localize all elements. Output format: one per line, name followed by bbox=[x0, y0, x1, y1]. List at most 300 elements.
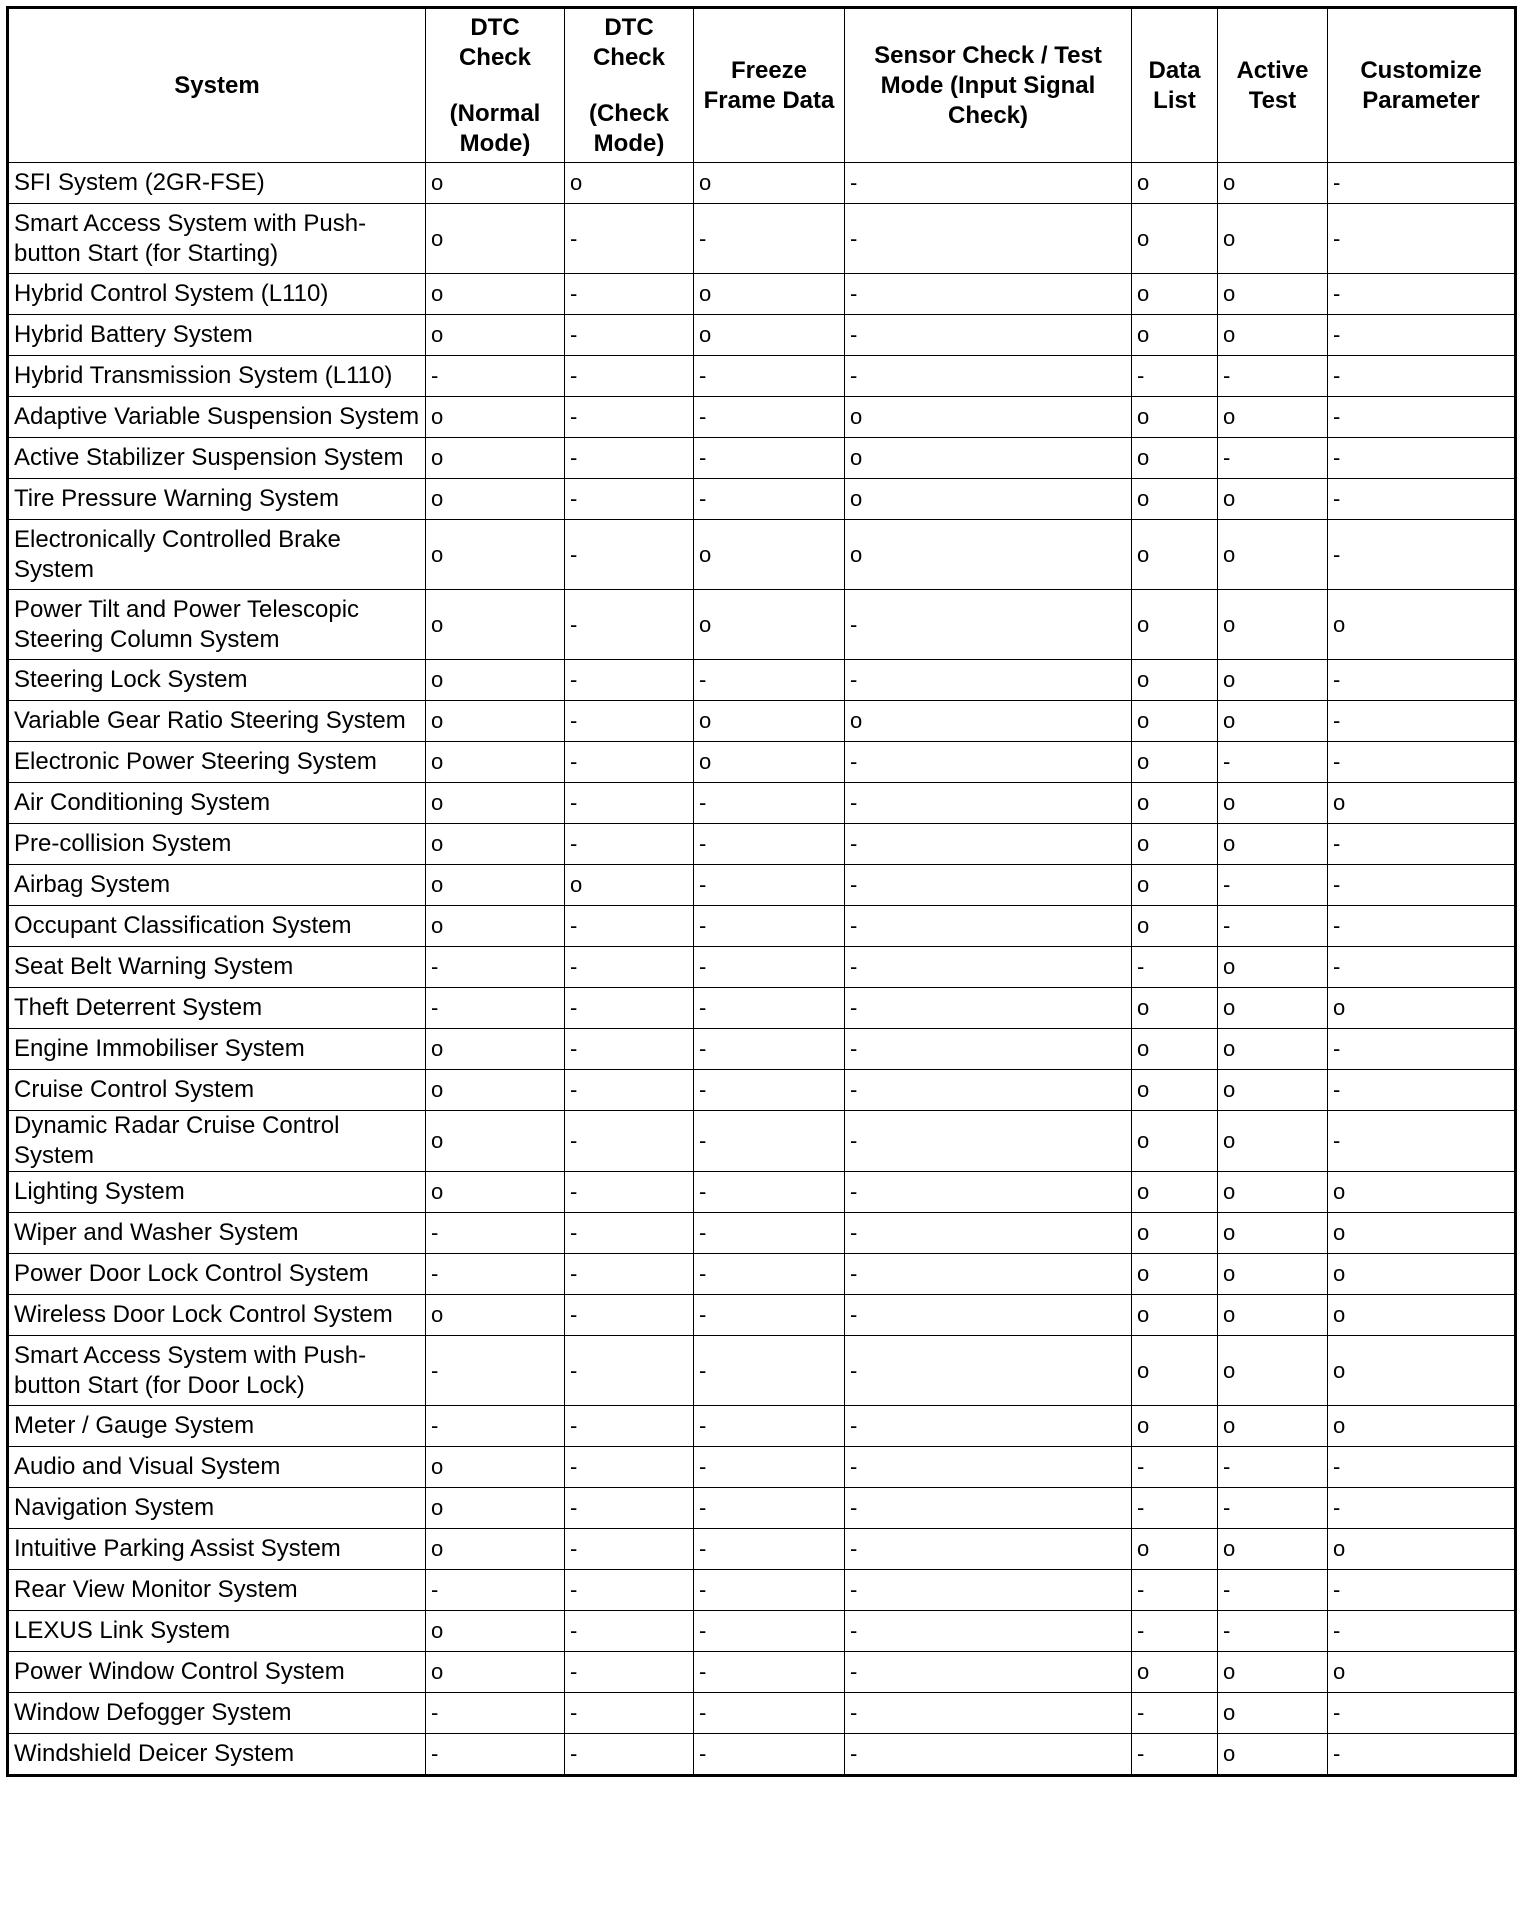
supported-mark-cell: o bbox=[1132, 660, 1218, 701]
header-line: Mode (Input Signal bbox=[880, 71, 1096, 99]
not-supported-mark-cell: - bbox=[565, 1213, 694, 1254]
not-supported-mark-cell: - bbox=[694, 824, 845, 865]
table-row bbox=[8, 1172, 1516, 1213]
header-line: (Check bbox=[588, 99, 670, 127]
supported-mark-cell: o bbox=[426, 1029, 565, 1070]
not-supported-mark-cell: - bbox=[845, 1172, 1132, 1213]
table-row bbox=[8, 520, 1516, 590]
header-line: Data bbox=[1148, 56, 1201, 84]
header-data-list bbox=[1132, 8, 1218, 163]
supported-mark-cell: o bbox=[426, 865, 565, 906]
supported-mark-cell: o bbox=[426, 1529, 565, 1570]
not-supported-mark-cell: - bbox=[1218, 438, 1328, 479]
supported-mark-cell: o bbox=[1218, 163, 1328, 204]
supported-mark-cell: o bbox=[845, 397, 1132, 438]
table-row bbox=[8, 1295, 1516, 1336]
system-name-cell: Electronic Power Steering System bbox=[8, 742, 426, 783]
table-row bbox=[8, 1488, 1516, 1529]
supported-mark-cell: o bbox=[1328, 1406, 1516, 1447]
table-row bbox=[8, 783, 1516, 824]
not-supported-mark-cell: - bbox=[565, 1570, 694, 1611]
not-supported-mark-cell: - bbox=[845, 163, 1132, 204]
not-supported-mark-cell: - bbox=[694, 1070, 845, 1111]
not-supported-mark-cell: - bbox=[1328, 1488, 1516, 1529]
header-line: System bbox=[174, 71, 260, 99]
supported-mark-cell: o bbox=[694, 274, 845, 315]
not-supported-mark-cell: - bbox=[565, 1611, 694, 1652]
not-supported-mark-cell: - bbox=[1328, 274, 1516, 315]
table-row bbox=[8, 397, 1516, 438]
table-row bbox=[8, 590, 1516, 660]
supported-mark-cell: o bbox=[1132, 1213, 1218, 1254]
system-name-cell: Window Defogger System bbox=[8, 1693, 426, 1734]
system-name-cell: Airbag System bbox=[8, 865, 426, 906]
not-supported-mark-cell: - bbox=[426, 1406, 565, 1447]
not-supported-mark-cell: - bbox=[1328, 479, 1516, 520]
not-supported-mark-cell: - bbox=[426, 1336, 565, 1406]
not-supported-mark-cell: - bbox=[845, 947, 1132, 988]
supported-mark-cell: o bbox=[694, 163, 845, 204]
not-supported-mark-cell: - bbox=[565, 1254, 694, 1295]
supported-mark-cell: o bbox=[1132, 590, 1218, 660]
table-row bbox=[8, 824, 1516, 865]
supported-mark-cell: o bbox=[426, 315, 565, 356]
table-row bbox=[8, 1336, 1516, 1406]
header-line: Check bbox=[458, 43, 532, 71]
system-name-cell: Pre-collision System bbox=[8, 824, 426, 865]
supported-mark-cell: o bbox=[1132, 204, 1218, 274]
system-name-cell: Theft Deterrent System bbox=[8, 988, 426, 1029]
system-name-cell: Windshield Deicer System bbox=[8, 1734, 426, 1776]
supported-mark-cell: o bbox=[694, 590, 845, 660]
supported-mark-cell: o bbox=[426, 660, 565, 701]
not-supported-mark-cell: - bbox=[1132, 947, 1218, 988]
not-supported-mark-cell: - bbox=[1328, 1111, 1516, 1172]
not-supported-mark-cell: - bbox=[845, 1570, 1132, 1611]
system-name-cell: Power Window Control System bbox=[8, 1652, 426, 1693]
supported-mark-cell: o bbox=[1218, 315, 1328, 356]
system-name-cell: Hybrid Transmission System (L110) bbox=[8, 356, 426, 397]
not-supported-mark-cell: - bbox=[565, 356, 694, 397]
system-name-cell: SFI System (2GR-FSE) bbox=[8, 163, 426, 204]
supported-mark-cell: o bbox=[1218, 1529, 1328, 1570]
not-supported-mark-cell: - bbox=[1328, 204, 1516, 274]
table-row bbox=[8, 356, 1516, 397]
supported-mark-cell: o bbox=[1132, 479, 1218, 520]
not-supported-mark-cell: - bbox=[845, 660, 1132, 701]
supported-mark-cell: o bbox=[1328, 783, 1516, 824]
not-supported-mark-cell: - bbox=[845, 1447, 1132, 1488]
table-row bbox=[8, 1611, 1516, 1652]
supported-mark-cell: o bbox=[1218, 824, 1328, 865]
supported-mark-cell: o bbox=[1218, 397, 1328, 438]
not-supported-mark-cell: - bbox=[694, 204, 845, 274]
table-row bbox=[8, 906, 1516, 947]
supported-mark-cell: o bbox=[426, 906, 565, 947]
not-supported-mark-cell: - bbox=[694, 356, 845, 397]
not-supported-mark-cell: - bbox=[845, 1336, 1132, 1406]
table-row bbox=[8, 438, 1516, 479]
header-line: DTC bbox=[470, 13, 520, 41]
not-supported-mark-cell: - bbox=[565, 1488, 694, 1529]
not-supported-mark-cell: - bbox=[565, 1172, 694, 1213]
not-supported-mark-cell: - bbox=[845, 1611, 1132, 1652]
supported-mark-cell: o bbox=[1132, 163, 1218, 204]
header-freeze-frame bbox=[694, 8, 845, 163]
system-name-cell: Intuitive Parking Assist System bbox=[8, 1529, 426, 1570]
table-row bbox=[8, 1406, 1516, 1447]
not-supported-mark-cell: - bbox=[1328, 315, 1516, 356]
header-line: DTC bbox=[604, 13, 654, 41]
system-name-cell: Steering Lock System bbox=[8, 660, 426, 701]
not-supported-mark-cell: - bbox=[1328, 1029, 1516, 1070]
not-supported-mark-cell: - bbox=[1218, 356, 1328, 397]
supported-mark-cell: o bbox=[1328, 1529, 1516, 1570]
not-supported-mark-cell: - bbox=[1218, 1488, 1328, 1529]
table-body bbox=[8, 163, 1516, 1776]
not-supported-mark-cell: - bbox=[565, 660, 694, 701]
supported-mark-cell: o bbox=[1132, 1111, 1218, 1172]
supported-mark-cell: o bbox=[1132, 1652, 1218, 1693]
table-row bbox=[8, 274, 1516, 315]
not-supported-mark-cell: - bbox=[1328, 742, 1516, 783]
supported-mark-cell: o bbox=[426, 1295, 565, 1336]
not-supported-mark-cell: - bbox=[1218, 742, 1328, 783]
supported-mark-cell: o bbox=[1132, 1029, 1218, 1070]
header-gap bbox=[431, 73, 559, 99]
supported-mark-cell: o bbox=[426, 1111, 565, 1172]
table-row bbox=[8, 660, 1516, 701]
header-customize-parameter bbox=[1328, 8, 1516, 163]
not-supported-mark-cell: - bbox=[845, 1111, 1132, 1172]
not-supported-mark-cell: - bbox=[694, 1693, 845, 1734]
header-line: Freeze bbox=[730, 56, 808, 84]
table-row bbox=[8, 1570, 1516, 1611]
not-supported-mark-cell: - bbox=[845, 988, 1132, 1029]
not-supported-mark-cell: - bbox=[845, 1070, 1132, 1111]
not-supported-mark-cell: - bbox=[565, 906, 694, 947]
table-row bbox=[8, 479, 1516, 520]
supported-mark-cell: o bbox=[1218, 988, 1328, 1029]
not-supported-mark-cell: - bbox=[426, 1254, 565, 1295]
not-supported-mark-cell: - bbox=[845, 783, 1132, 824]
header-system bbox=[8, 8, 426, 163]
table-row bbox=[8, 1652, 1516, 1693]
system-name-cell: Power Tilt and Power Telescopic Steering Column System bbox=[8, 590, 426, 660]
not-supported-mark-cell: - bbox=[1328, 660, 1516, 701]
not-supported-mark-cell: - bbox=[565, 988, 694, 1029]
table-row bbox=[8, 1734, 1516, 1776]
not-supported-mark-cell: - bbox=[426, 1213, 565, 1254]
header-line: Parameter bbox=[1362, 86, 1480, 114]
not-supported-mark-cell: - bbox=[426, 356, 565, 397]
supported-mark-cell: o bbox=[1218, 947, 1328, 988]
supported-mark-cell: o bbox=[1132, 742, 1218, 783]
supported-mark-cell: o bbox=[1328, 988, 1516, 1029]
supported-mark-cell: o bbox=[1218, 660, 1328, 701]
system-name-cell: Hybrid Battery System bbox=[8, 315, 426, 356]
not-supported-mark-cell: - bbox=[565, 1529, 694, 1570]
table-row bbox=[8, 865, 1516, 906]
not-supported-mark-cell: - bbox=[1328, 1611, 1516, 1652]
not-supported-mark-cell: - bbox=[694, 1734, 845, 1776]
not-supported-mark-cell: - bbox=[694, 906, 845, 947]
not-supported-mark-cell: - bbox=[845, 1693, 1132, 1734]
supported-mark-cell: o bbox=[1218, 479, 1328, 520]
not-supported-mark-cell: - bbox=[694, 1254, 845, 1295]
not-supported-mark-cell: - bbox=[565, 479, 694, 520]
not-supported-mark-cell: - bbox=[694, 1652, 845, 1693]
not-supported-mark-cell: - bbox=[845, 824, 1132, 865]
supported-mark-cell: o bbox=[1132, 988, 1218, 1029]
supported-mark-cell: o bbox=[426, 274, 565, 315]
header-line: Check bbox=[592, 43, 666, 71]
not-supported-mark-cell: - bbox=[694, 865, 845, 906]
table-row bbox=[8, 742, 1516, 783]
supported-mark-cell: o bbox=[1218, 1693, 1328, 1734]
header-line: Active bbox=[1236, 56, 1309, 84]
header-line: Test bbox=[1248, 86, 1297, 114]
table-row bbox=[8, 1111, 1516, 1172]
not-supported-mark-cell: - bbox=[694, 1611, 845, 1652]
header-line: Check) bbox=[947, 101, 1029, 129]
system-name-cell: Occupant Classification System bbox=[8, 906, 426, 947]
supported-mark-cell: o bbox=[426, 1652, 565, 1693]
system-name-cell: Air Conditioning System bbox=[8, 783, 426, 824]
table-row bbox=[8, 1029, 1516, 1070]
not-supported-mark-cell: - bbox=[565, 824, 694, 865]
supported-mark-cell: o bbox=[1218, 1172, 1328, 1213]
supported-mark-cell: o bbox=[1218, 1336, 1328, 1406]
not-supported-mark-cell: - bbox=[1218, 906, 1328, 947]
system-name-cell: LEXUS Link System bbox=[8, 1611, 426, 1652]
system-name-cell: Cruise Control System bbox=[8, 1070, 426, 1111]
header-line: Mode) bbox=[459, 129, 531, 157]
not-supported-mark-cell: - bbox=[1328, 1447, 1516, 1488]
not-supported-mark-cell: - bbox=[1328, 701, 1516, 742]
supported-mark-cell: o bbox=[426, 1447, 565, 1488]
table-row bbox=[8, 701, 1516, 742]
not-supported-mark-cell: - bbox=[1132, 356, 1218, 397]
table-row bbox=[8, 1254, 1516, 1295]
header-dtc-normal bbox=[426, 8, 565, 163]
supported-mark-cell: o bbox=[1218, 783, 1328, 824]
supported-mark-cell: o bbox=[1132, 865, 1218, 906]
not-supported-mark-cell: - bbox=[565, 1111, 694, 1172]
not-supported-mark-cell: - bbox=[694, 1213, 845, 1254]
supported-mark-cell: o bbox=[1328, 1254, 1516, 1295]
supported-mark-cell: o bbox=[1218, 1295, 1328, 1336]
not-supported-mark-cell: - bbox=[694, 1488, 845, 1529]
system-name-cell: Adaptive Variable Suspension System bbox=[8, 397, 426, 438]
not-supported-mark-cell: - bbox=[1218, 1447, 1328, 1488]
system-name-cell: Tire Pressure Warning System bbox=[8, 479, 426, 520]
supported-mark-cell: o bbox=[1328, 1213, 1516, 1254]
system-name-cell: Rear View Monitor System bbox=[8, 1570, 426, 1611]
system-name-cell: Wireless Door Lock Control System bbox=[8, 1295, 426, 1336]
supported-mark-cell: o bbox=[1132, 906, 1218, 947]
supported-mark-cell: o bbox=[1328, 590, 1516, 660]
supported-mark-cell: o bbox=[1132, 1295, 1218, 1336]
not-supported-mark-cell: - bbox=[1132, 1570, 1218, 1611]
supported-mark-cell: o bbox=[1132, 438, 1218, 479]
supported-mark-cell: o bbox=[1328, 1336, 1516, 1406]
not-supported-mark-cell: - bbox=[565, 438, 694, 479]
system-function-table bbox=[6, 6, 1517, 1777]
supported-mark-cell: o bbox=[426, 1611, 565, 1652]
not-supported-mark-cell: - bbox=[565, 1693, 694, 1734]
header-active-test bbox=[1218, 8, 1328, 163]
not-supported-mark-cell: - bbox=[565, 520, 694, 590]
not-supported-mark-cell: - bbox=[845, 1529, 1132, 1570]
not-supported-mark-cell: - bbox=[694, 988, 845, 1029]
supported-mark-cell: o bbox=[1132, 1070, 1218, 1111]
supported-mark-cell: o bbox=[426, 1172, 565, 1213]
supported-mark-cell: o bbox=[1218, 701, 1328, 742]
not-supported-mark-cell: - bbox=[1328, 438, 1516, 479]
supported-mark-cell: o bbox=[845, 479, 1132, 520]
supported-mark-cell: o bbox=[1328, 1295, 1516, 1336]
supported-mark-cell: o bbox=[1132, 1406, 1218, 1447]
not-supported-mark-cell: - bbox=[565, 1336, 694, 1406]
header-line: Sensor Check / Test bbox=[874, 41, 1102, 69]
not-supported-mark-cell: - bbox=[565, 204, 694, 274]
supported-mark-cell: o bbox=[426, 163, 565, 204]
supported-mark-cell: o bbox=[1218, 1070, 1328, 1111]
table-row bbox=[8, 988, 1516, 1029]
not-supported-mark-cell: - bbox=[694, 1336, 845, 1406]
system-name-cell: Meter / Gauge System bbox=[8, 1406, 426, 1447]
not-supported-mark-cell: - bbox=[694, 397, 845, 438]
supported-mark-cell: o bbox=[426, 783, 565, 824]
not-supported-mark-cell: - bbox=[1328, 824, 1516, 865]
not-supported-mark-cell: - bbox=[426, 947, 565, 988]
not-supported-mark-cell: - bbox=[845, 1254, 1132, 1295]
not-supported-mark-cell: - bbox=[565, 274, 694, 315]
supported-mark-cell: o bbox=[1132, 783, 1218, 824]
not-supported-mark-cell: - bbox=[845, 1488, 1132, 1529]
header-gap bbox=[570, 73, 688, 99]
not-supported-mark-cell: - bbox=[565, 1029, 694, 1070]
supported-mark-cell: o bbox=[426, 824, 565, 865]
header-sensor-check bbox=[845, 8, 1132, 163]
system-name-cell: Active Stabilizer Suspension System bbox=[8, 438, 426, 479]
supported-mark-cell: o bbox=[1218, 1029, 1328, 1070]
not-supported-mark-cell: - bbox=[1132, 1488, 1218, 1529]
not-supported-mark-cell: - bbox=[565, 397, 694, 438]
not-supported-mark-cell: - bbox=[845, 1652, 1132, 1693]
table-row bbox=[8, 1070, 1516, 1111]
table-row bbox=[8, 1213, 1516, 1254]
not-supported-mark-cell: - bbox=[565, 742, 694, 783]
header-line: Frame Data bbox=[703, 86, 835, 114]
not-supported-mark-cell: - bbox=[1132, 1693, 1218, 1734]
table-row bbox=[8, 947, 1516, 988]
supported-mark-cell: o bbox=[426, 1488, 565, 1529]
supported-mark-cell: o bbox=[845, 520, 1132, 590]
not-supported-mark-cell: - bbox=[1132, 1734, 1218, 1776]
system-name-cell: Wiper and Washer System bbox=[8, 1213, 426, 1254]
supported-mark-cell: o bbox=[426, 520, 565, 590]
not-supported-mark-cell: - bbox=[426, 1693, 565, 1734]
not-supported-mark-cell: - bbox=[1132, 1447, 1218, 1488]
header-line: List bbox=[1153, 86, 1196, 114]
not-supported-mark-cell: - bbox=[845, 1213, 1132, 1254]
not-supported-mark-cell: - bbox=[565, 947, 694, 988]
not-supported-mark-cell: - bbox=[565, 1070, 694, 1111]
table-row bbox=[8, 163, 1516, 204]
system-name-cell: Engine Immobiliser System bbox=[8, 1029, 426, 1070]
not-supported-mark-cell: - bbox=[1132, 1611, 1218, 1652]
table-row bbox=[8, 1693, 1516, 1734]
not-supported-mark-cell: - bbox=[694, 1172, 845, 1213]
supported-mark-cell: o bbox=[694, 315, 845, 356]
table-row bbox=[8, 1529, 1516, 1570]
supported-mark-cell: o bbox=[1132, 1336, 1218, 1406]
not-supported-mark-cell: - bbox=[565, 590, 694, 660]
not-supported-mark-cell: - bbox=[1328, 1734, 1516, 1776]
not-supported-mark-cell: - bbox=[565, 1406, 694, 1447]
table-row bbox=[8, 204, 1516, 274]
not-supported-mark-cell: - bbox=[694, 1406, 845, 1447]
not-supported-mark-cell: - bbox=[694, 1111, 845, 1172]
supported-mark-cell: o bbox=[1218, 520, 1328, 590]
supported-mark-cell: o bbox=[1218, 590, 1328, 660]
not-supported-mark-cell: - bbox=[1328, 865, 1516, 906]
system-name-cell: Dynamic Radar Cruise Control System bbox=[8, 1111, 426, 1172]
not-supported-mark-cell: - bbox=[694, 438, 845, 479]
not-supported-mark-cell: - bbox=[426, 1570, 565, 1611]
not-supported-mark-cell: - bbox=[694, 660, 845, 701]
supported-mark-cell: o bbox=[426, 742, 565, 783]
supported-mark-cell: o bbox=[694, 701, 845, 742]
system-name-cell: Smart Access System with Push-button Start (for Door Lock) bbox=[8, 1336, 426, 1406]
supported-mark-cell: o bbox=[694, 742, 845, 783]
system-name-cell: Audio and Visual System bbox=[8, 1447, 426, 1488]
supported-mark-cell: o bbox=[1132, 274, 1218, 315]
not-supported-mark-cell: - bbox=[845, 1295, 1132, 1336]
not-supported-mark-cell: - bbox=[845, 204, 1132, 274]
not-supported-mark-cell: - bbox=[1218, 865, 1328, 906]
not-supported-mark-cell: - bbox=[1328, 163, 1516, 204]
not-supported-mark-cell: - bbox=[565, 315, 694, 356]
supported-mark-cell: o bbox=[845, 701, 1132, 742]
header-line: (Normal bbox=[449, 99, 541, 127]
not-supported-mark-cell: - bbox=[694, 1529, 845, 1570]
supported-mark-cell: o bbox=[1218, 1213, 1328, 1254]
not-supported-mark-cell: - bbox=[1328, 520, 1516, 590]
not-supported-mark-cell: - bbox=[1328, 1693, 1516, 1734]
header-row bbox=[8, 8, 1516, 163]
supported-mark-cell: o bbox=[426, 590, 565, 660]
supported-mark-cell: o bbox=[845, 438, 1132, 479]
system-name-cell: Power Door Lock Control System bbox=[8, 1254, 426, 1295]
supported-mark-cell: o bbox=[426, 479, 565, 520]
not-supported-mark-cell: - bbox=[1328, 397, 1516, 438]
not-supported-mark-cell: - bbox=[1218, 1611, 1328, 1652]
supported-mark-cell: o bbox=[1218, 1734, 1328, 1776]
not-supported-mark-cell: - bbox=[694, 1447, 845, 1488]
supported-mark-cell: o bbox=[1132, 1254, 1218, 1295]
table-header bbox=[8, 8, 1516, 163]
supported-mark-cell: o bbox=[694, 520, 845, 590]
supported-mark-cell: o bbox=[1132, 520, 1218, 590]
supported-mark-cell: o bbox=[565, 865, 694, 906]
supported-mark-cell: o bbox=[1132, 315, 1218, 356]
supported-mark-cell: o bbox=[426, 438, 565, 479]
supported-mark-cell: o bbox=[1132, 701, 1218, 742]
not-supported-mark-cell: - bbox=[1328, 1070, 1516, 1111]
